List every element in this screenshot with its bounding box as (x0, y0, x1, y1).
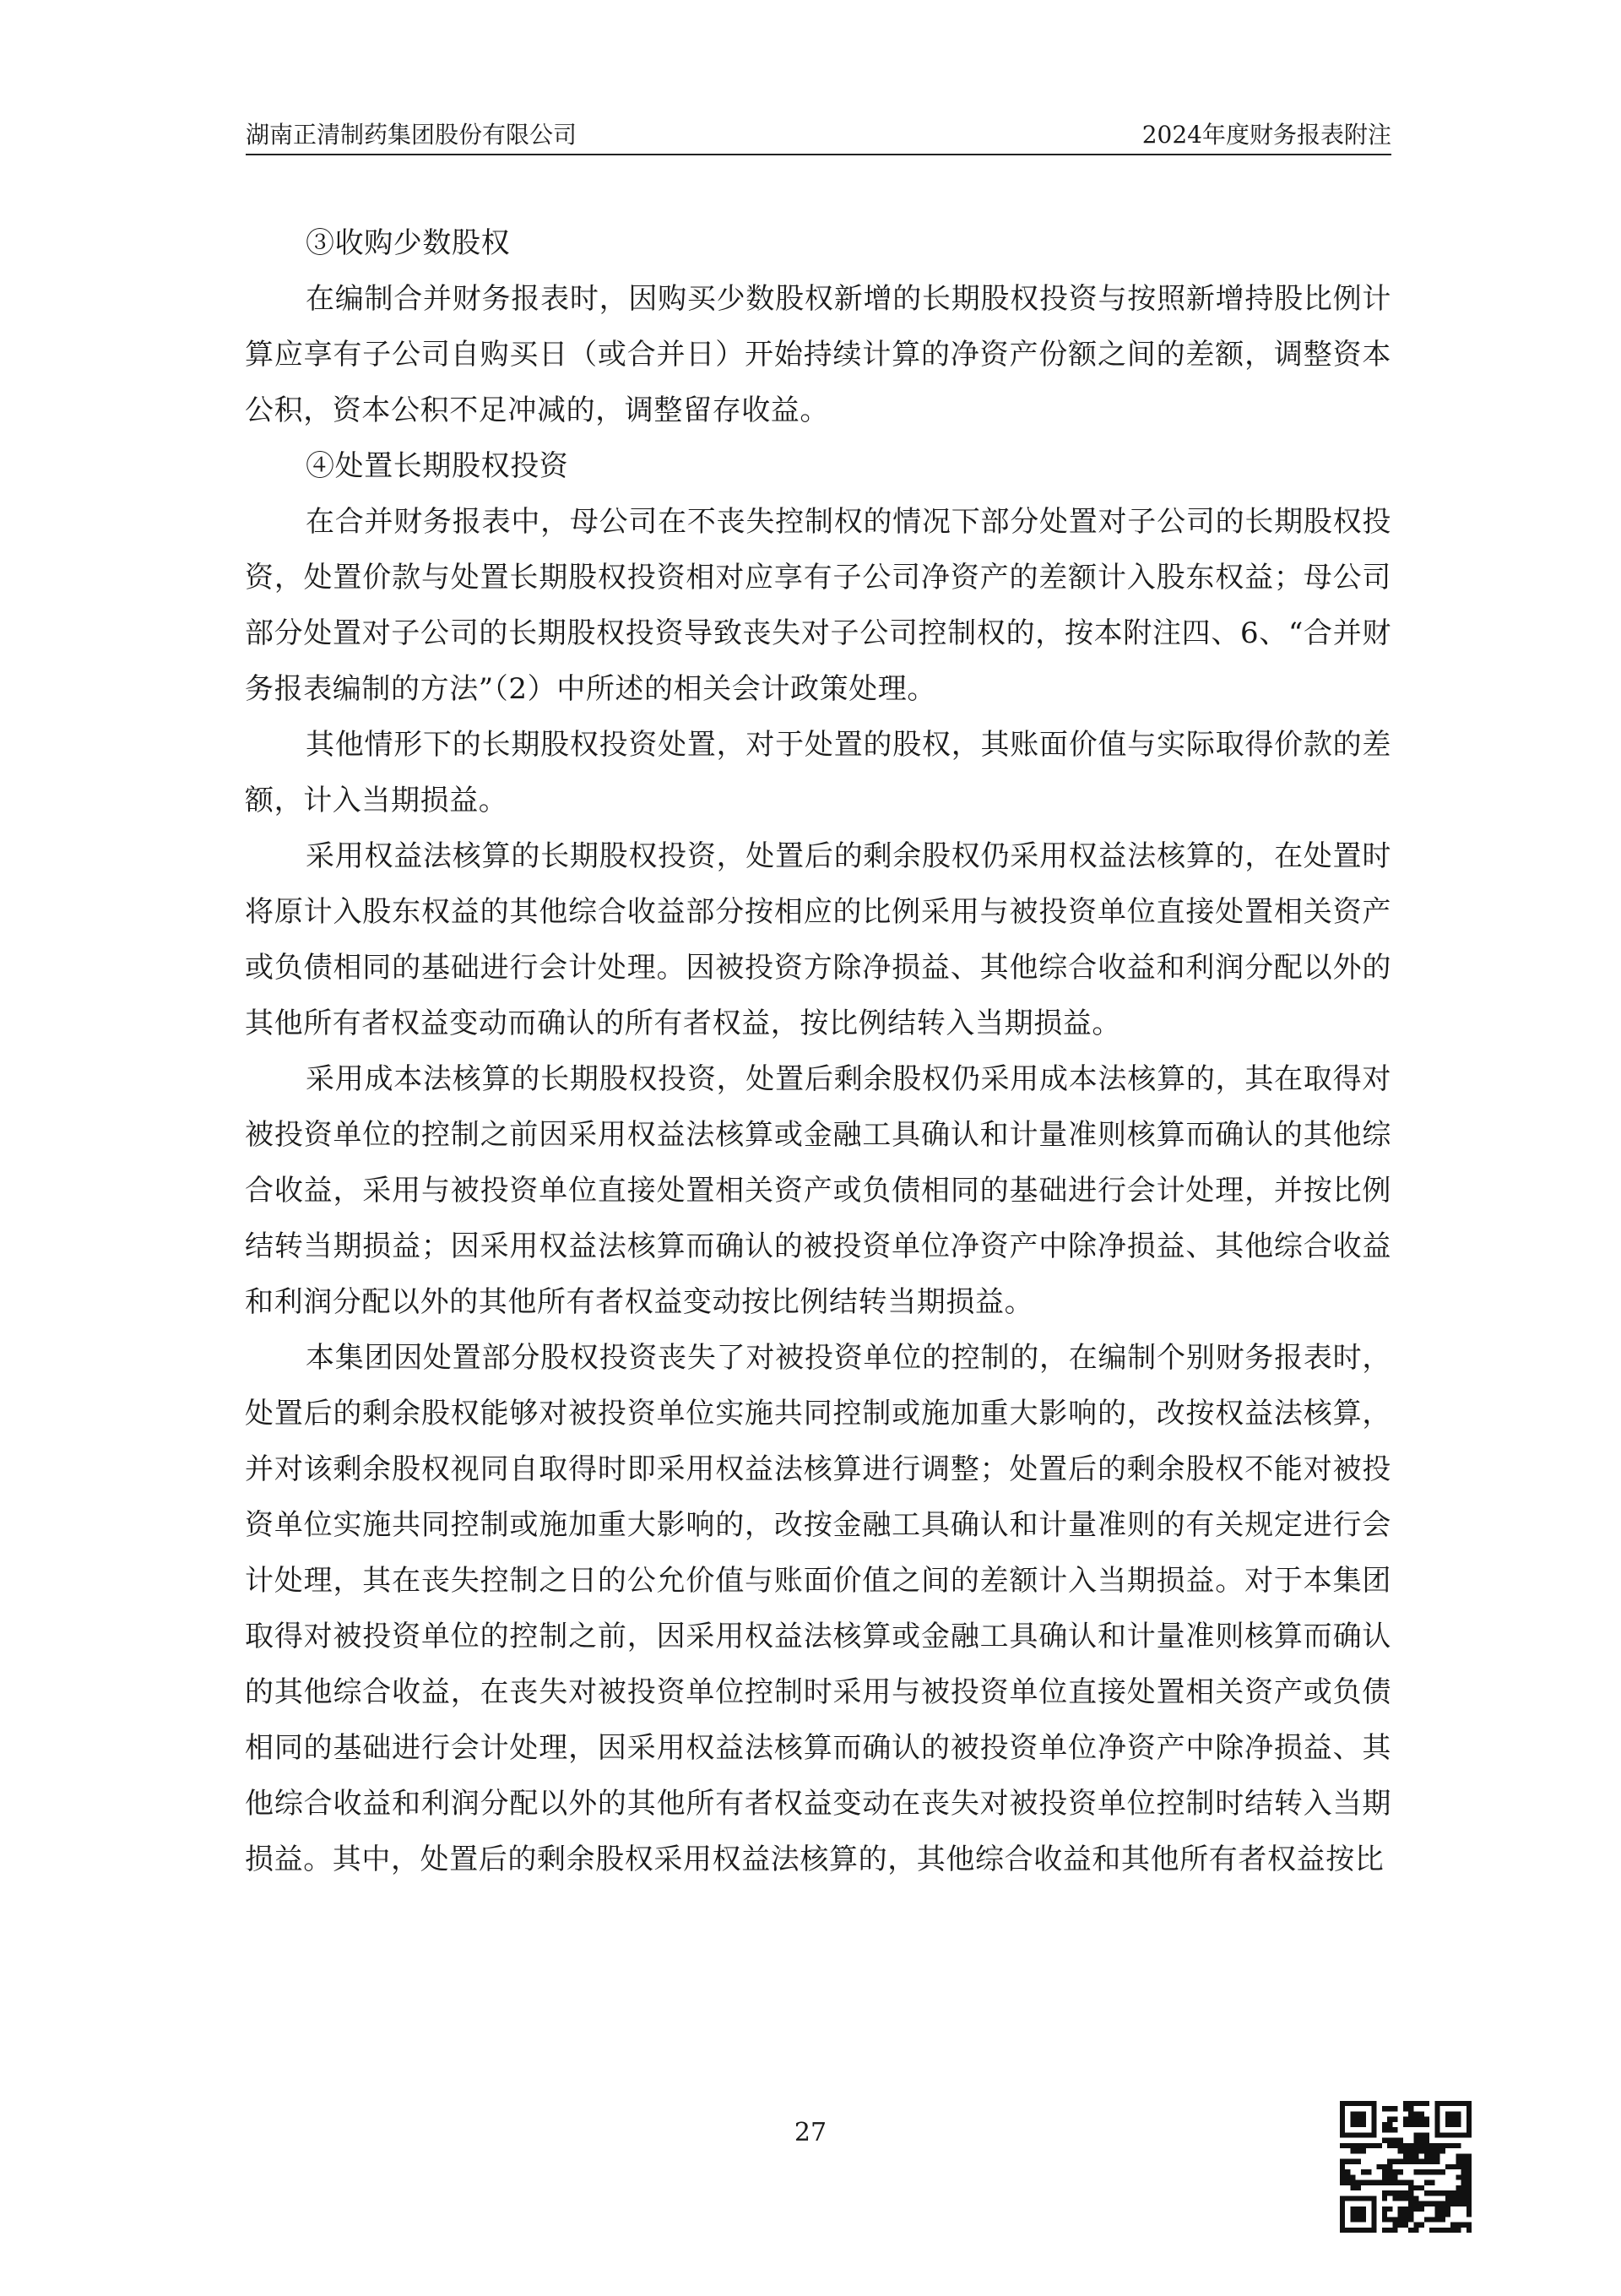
document-title: 2024年度财务报表附注 (1141, 121, 1391, 149)
section-heading: ③收购少数股权 (306, 226, 511, 260)
page-number: 27 (794, 2118, 827, 2147)
document-body (245, 215, 1391, 1887)
body-paragraph: 在合并财务报表中，母公司在不丧失控制权的情况下部分处置对子公司的长期股权投资，处置价款与处置长期股权投资相对应享有子公司净资产的差额计入股东权益；母公司部分处置对子公司的长期股权投资导致丧失对子公司控制权的，按本附注四、6、“合并财务报表编制的方法”（2）中所述的相关会计政策处理。 (245, 505, 1391, 706)
body-paragraph: 本集团因处置部分股权投资丧失了对被投资单位的控制的，在编制个别财务报表时，处置后的剩余股权能够对被投资单位实施共同控制或施加重大影响的，改按权益法核算，并对该剩余股权视同自取得时即采用权益法核算进行调整；处置后的剩余股权不能对被投资单位实施共同控制或施加重大影响的，改按金融工具确认和计量准则的有关规定进行会计处理，其在丧失控制之日的公允价值与账面价值之间的差额计入当期损益。对于本集团取得对被投资单位的控制之前，因采用权益法核算或金融工具确认和计量准则核算而确认的其他综合收益，在丧失对被投资单位控制时采用与被投资单位直接处置相关资产或负债相同的基础进行会计处理，因采用权益法核算而确认的被投资单位净资产中除净损益、其他综合收益和利润分配以外的其他所有者权益变动在丧失对被投资单位控制时结转入当期损益。其中，处置后的剩余股权采用权益法核算的，其他综合收益和其他所有者权益按比 (245, 1341, 1391, 1876)
page-header (246, 110, 1391, 155)
body-paragraph: 在编制合并财务报表时，因购买少数股权新增的长期股权投资与按照新增持股比例计算应享有子公司自购买日（或合并日）开始持续计算的净资产份额之间的差额，调整资本公积，资本公积不足冲减的，调整留存收益。 (245, 282, 1391, 427)
company-name: 湖南正清制药集团股份有限公司 (246, 121, 577, 149)
body-paragraph: 采用成本法核算的长期股权投资，处置后剩余股权仍采用成本法核算的，其在取得对被投资单位的控制之前因采用权益法核算或金融工具确认和计量准则核算而确认的其他综合收益，采用与被投资单位直接处置相关资产或负债相同的基础进行会计处理，并按比例结转当期损益；因采用权益法核算而确认的被投资单位净资产中除净损益、其他综合收益和利润分配以外的其他所有者权益变动按比例结转当期损益。 (245, 1062, 1391, 1319)
body-paragraph: 采用权益法核算的长期股权投资，处置后的剩余股权仍采用权益法核算的，在处置时将原计入股东权益的其他综合收益部分按相应的比例采用与被投资单位直接处置相关资产或负债相同的基础进行会计处理。因被投资方除净损益、其他综合收益和利润分配以外的其他所有者权益变动而确认的所有者权益，按比例结转入当期损益。 (245, 839, 1391, 1040)
qr-code-icon (1340, 2101, 1472, 2233)
section-heading: ④处置长期股权投资 (306, 449, 569, 483)
body-paragraph: 其他情形下的长期股权投资处置，对于处置的股权，其账面价值与实际取得价款的差额，计入当期损益。 (245, 728, 1391, 817)
